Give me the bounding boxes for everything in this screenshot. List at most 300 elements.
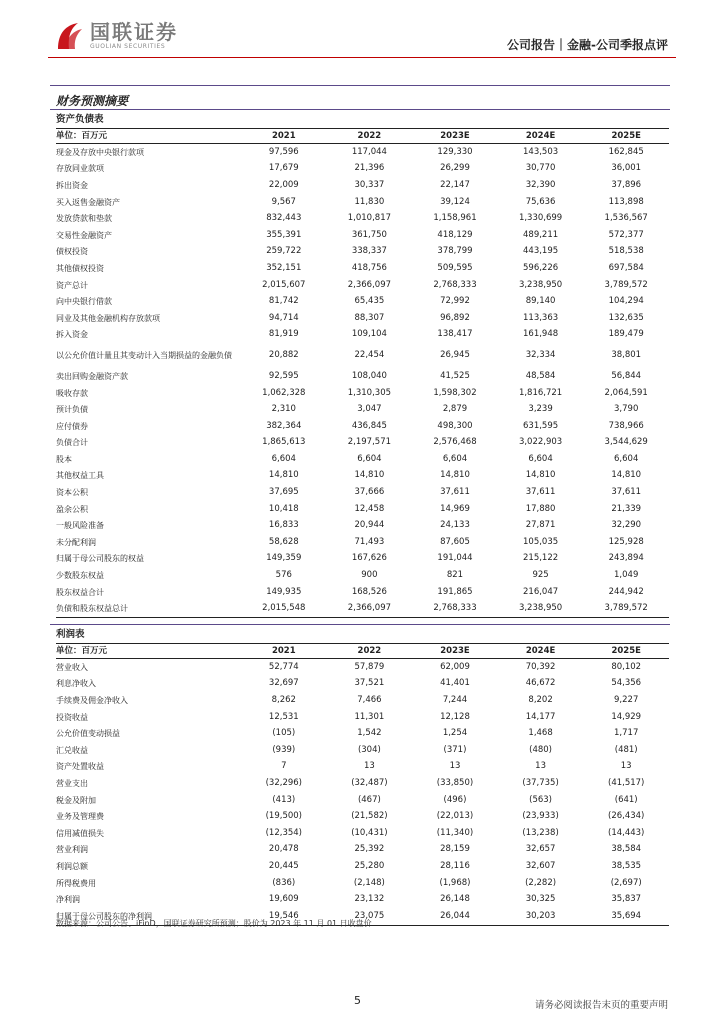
row-value: 38,801 [611,350,642,361]
row-value: 925 [532,570,549,581]
row-label: 资本公积 [56,488,88,498]
row-label: 拆入资金 [56,330,88,340]
row-value: 1,158,961 [433,213,477,224]
row-value: 11,301 [354,711,385,722]
balance-sheet-table [56,112,669,618]
row-value: 132,635 [608,312,644,323]
row-value: 87,605 [440,536,470,547]
table-row [56,808,669,825]
row-value: 1,062,328 [262,387,306,398]
row-label: 股本 [56,454,72,464]
row-value: 27,871 [525,520,556,531]
row-value: (1,968) [439,877,471,888]
table-row [56,418,669,435]
row-value: 572,377 [608,229,644,240]
row-label: 债权投资 [56,247,88,257]
data-source-note: 数据来源：公司公告、iFinD，国联证券研究所预测；股价为 2023 年 11 月 01 日收盘价 [56,919,372,928]
row-label: 资产处置收益 [56,762,104,772]
row-value: 26,148 [440,894,470,905]
section-title: 财务预测摘要 [56,94,129,108]
row-value: 2,576,468 [433,437,477,448]
table-row [56,144,669,161]
row-value: 109,104 [351,329,387,340]
row-value: 3,238,950 [498,600,584,617]
table-row [56,501,669,518]
row-label: 预计负债 [56,405,88,415]
row-label: 归属于母公司股东的净利润 [56,908,241,925]
row-value: 22,454 [354,350,385,361]
row-value: 697,584 [608,262,644,273]
row-value: 37,611 [440,487,470,498]
row-value: 58,628 [268,536,299,547]
row-value: 1,330,699 [518,213,563,224]
row-value: (32,487) [351,777,388,788]
row-value: 113,363 [523,312,559,323]
row-label: 公允价值变动损益 [56,729,120,739]
row-value: 62,009 [440,661,470,672]
balance-sheet-title: 资产负债表 [56,112,669,129]
row-value: (21,582) [351,811,388,822]
row-value: 1,865,613 [262,437,306,448]
row-value: 13 [620,761,632,772]
row-label: 营业支出 [56,778,88,788]
section-top-rule [50,85,670,86]
row-value: 3,238,950 [518,279,563,290]
row-value: 1,536,567 [604,213,648,224]
row-value: 443,195 [523,246,559,257]
row-value: 11,830 [354,196,385,207]
row-value: 2,768,333 [412,600,498,617]
row-value: 2,197,571 [347,437,392,448]
row-value: 215,122 [523,553,559,564]
row-value: (14,443) [608,827,645,838]
row-value: 1,254 [442,728,468,739]
table-row [56,825,669,842]
row-label: 发放贷款和垫款 [56,214,112,224]
row-label: 拆出资金 [56,180,88,190]
row-value: 498,300 [437,420,473,431]
table-row [56,468,669,485]
income-top-rule [50,624,670,625]
row-value: 32,657 [525,844,556,855]
row-label: 吸收存款 [56,388,88,398]
report-type: 公司报告｜金融-公司季报点评 [507,38,668,52]
row-value: (2,697) [610,877,642,888]
row-value: 8,262 [271,694,296,705]
row-value: 35,694 [583,908,669,925]
table-row [56,551,669,568]
row-value: 489,211 [523,229,559,240]
row-value: 20,445 [268,860,299,871]
row-value: 900 [361,570,378,581]
row-value: 14,810 [354,470,385,481]
row-value: 89,140 [525,296,556,307]
table-row [56,161,669,178]
row-value: 3,239 [528,404,553,415]
row-value: 35,837 [611,894,642,905]
table-row [56,435,669,452]
row-value: 24,133 [440,520,470,531]
row-value: 37,611 [525,487,556,498]
row-value: 26,044 [412,908,498,925]
row-value: 355,391 [266,229,302,240]
row-label: 股东权益合计 [56,587,104,597]
row-value: 70,392 [525,661,556,672]
row-value: 361,750 [351,229,387,240]
row-value: 113,898 [608,196,644,207]
row-value: 38,535 [611,860,642,871]
row-value: 32,334 [525,350,556,361]
row-value: 81,919 [268,329,299,340]
row-value: 191,865 [437,586,473,597]
table-row [56,343,669,368]
row-value: 243,894 [608,553,644,564]
row-value: 17,679 [268,163,299,174]
row-value: 14,177 [525,711,556,722]
page-number: 5 [354,994,361,1007]
table-row [56,567,669,584]
table-row [56,310,669,327]
row-value: 138,417 [437,329,473,340]
row-value: 105,035 [523,536,559,547]
row-value: 28,116 [440,860,470,871]
row-value: 14,929 [611,711,642,722]
row-value: 13 [363,761,375,772]
row-value: 125,928 [608,536,644,547]
row-value: 2,768,333 [433,279,477,290]
row-value: 36,001 [611,163,642,174]
row-value: 1,542 [357,728,382,739]
table-row [56,368,669,385]
row-label: 少数股东权益 [56,571,104,581]
row-value: 46,672 [525,678,556,689]
row-value: 129,330 [437,146,473,157]
row-label: 业务及管理费 [56,812,104,822]
row-value: 20,478 [268,844,299,855]
year-header: 2024E [498,129,584,144]
row-value: (304) [357,744,381,755]
table-row [56,534,669,551]
row-value: 3,789,572 [583,600,669,617]
row-label: 应付债券 [56,421,88,431]
row-label: 投资收益 [56,712,88,722]
row-value: (105) [272,728,296,739]
row-value: 436,845 [351,420,387,431]
row-value: 32,290 [611,520,642,531]
row-value: (37,735) [522,777,559,788]
row-value: 54,356 [611,678,642,689]
logo-icon [52,19,86,53]
row-value: 14,810 [440,470,470,481]
company-logo [52,18,178,54]
row-value: 12,531 [268,711,299,722]
table-row [56,293,669,310]
row-value: 6,604 [528,453,553,464]
row-label: 交易性金融资产 [56,230,112,240]
income-statement-body [56,659,669,926]
row-value: 216,047 [523,586,559,597]
unit-header: 单位：百万元 [56,129,241,144]
income-statement-title: 利润表 [56,627,669,644]
row-value: 71,493 [354,536,385,547]
row-value: 17,880 [525,503,556,514]
row-label: 存放同业款项 [56,164,104,174]
row-value: (22,013) [436,811,474,822]
row-value: 1,598,302 [433,387,477,398]
row-value: 149,359 [266,553,302,564]
row-value: 37,896 [611,179,642,190]
row-label: 同业及其他金融机构存放款项 [56,313,160,323]
row-label: 以公允价值计量且其变动计入当期损益的金融负债 [56,351,232,361]
table-row [56,385,669,402]
row-value: 3,047 [357,404,382,415]
row-value: 12,458 [354,503,385,514]
row-value: 7,466 [357,694,382,705]
table-row [56,451,669,468]
table-row [56,584,669,601]
row-value: 518,538 [608,246,644,257]
row-label: 买入返售金融资产 [56,197,120,207]
row-value: 48,584 [525,370,556,381]
row-value: 75,636 [525,196,556,207]
row-value: 149,935 [266,586,302,597]
table-row [56,875,669,892]
table-row [56,759,669,776]
year-header: 2023E [412,129,498,144]
row-value: 30,203 [498,908,584,925]
row-value: 191,044 [437,553,473,564]
row-value: 41,525 [440,370,470,381]
row-value: 352,151 [266,262,302,273]
row-value: 12,128 [440,711,470,722]
row-value: 418,756 [351,262,387,273]
row-value: 21,339 [611,503,642,514]
row-value: 21,396 [354,163,385,174]
row-value: (19,500) [265,811,302,822]
row-value: 22,009 [268,179,299,190]
year-header: 2022 [327,129,413,144]
row-value: 81,742 [268,296,299,307]
row-value: 6,604 [614,453,639,464]
balance-sheet-body [56,144,669,618]
row-label: 营业收入 [56,662,88,672]
year-header: 2022 [327,644,413,659]
row-value: (12,354) [265,827,302,838]
row-value: 168,526 [351,586,387,597]
table-row [56,277,669,294]
row-value: 2,015,607 [262,279,306,290]
row-value: 57,879 [354,661,385,672]
row-value: 1,816,721 [518,387,563,398]
row-value: (371) [443,744,467,755]
row-value: 2,310 [271,404,296,415]
section-bottom-rule [50,109,670,110]
disclaimer: 请务必阅读报告末页的重要声明 [534,1000,668,1011]
table-row [56,692,669,709]
balance-sheet-header [56,129,669,144]
row-value: 244,942 [608,586,644,597]
logo-name-en: GUOLIAN SECURITIES [90,43,166,50]
row-value: 14,810 [525,470,556,481]
row-label: 盈余公积 [56,504,88,514]
row-value: 832,443 [266,213,302,224]
row-value: 56,844 [611,370,642,381]
row-value: (939) [272,744,296,755]
row-label: 利息净收入 [56,679,96,689]
row-value: 13 [449,761,461,772]
row-value: 3,022,903 [518,437,563,448]
row-value: 1,468 [528,728,553,739]
income-statement-header [56,644,669,659]
row-value: 3,790 [614,404,639,415]
table-row [56,260,669,277]
row-value: 38,584 [611,844,642,855]
row-value: (641) [614,794,638,805]
row-value: 2,879 [442,404,468,415]
table-row [56,891,669,908]
row-value: 23,075 [327,908,413,925]
table-row [56,676,669,693]
row-value: 26,945 [440,350,470,361]
table-row [56,858,669,875]
row-label: 利润总额 [56,861,88,871]
unit-header: 单位：百万元 [56,644,241,659]
row-value: 92,595 [268,370,299,381]
row-value: (11,340) [436,827,474,838]
row-value: 20,944 [354,520,385,531]
table-row [56,484,669,501]
row-value: 143,503 [523,146,559,157]
row-value: 14,810 [268,470,299,481]
row-value: 65,435 [354,296,385,307]
row-value: 19,546 [241,908,327,925]
row-value: 2,366,097 [347,279,392,290]
row-value: 13 [535,761,546,772]
year-header: 2024E [498,644,584,659]
year-header: 2025E [583,129,669,144]
row-label: 其他权益工具 [56,471,104,481]
row-value: 32,697 [268,678,299,689]
row-value: 14,969 [440,503,470,514]
row-value: 25,280 [354,860,385,871]
row-value: 338,337 [351,246,387,257]
row-value: 631,595 [523,420,559,431]
table-row [56,517,669,534]
row-label: 向中央银行借款 [56,297,112,307]
row-value: 108,040 [351,370,387,381]
row-value: 738,966 [608,420,644,431]
row-value: 37,611 [611,487,642,498]
row-value: (467) [357,794,381,805]
row-label: 手续费及佣金净收入 [56,695,128,705]
row-value: (26,434) [608,811,645,822]
row-value: 30,770 [525,163,556,174]
row-label: 税金及附加 [56,795,96,805]
row-label: 卖出回购金融资产款 [56,371,128,381]
row-value: 80,102 [611,661,642,672]
row-value: (33,850) [436,777,474,788]
row-value: 6,604 [357,453,382,464]
row-value: 7 [281,761,287,772]
row-value: 104,294 [608,296,644,307]
row-value: 10,418 [268,503,299,514]
row-value: 596,226 [523,262,559,273]
row-value: 88,307 [354,312,385,323]
row-value: 167,626 [351,553,387,564]
row-value: (13,238) [522,827,559,838]
row-value: 117,044 [351,146,387,157]
row-value: (2,282) [525,877,557,888]
row-value: 20,882 [268,350,299,361]
row-value: 2,064,591 [604,387,648,398]
row-value: (413) [272,794,296,805]
row-label: 信用减值损失 [56,828,104,838]
row-value: 382,364 [266,420,302,431]
row-value: (41,517) [608,777,645,788]
row-value: 1,310,305 [347,387,392,398]
row-value: (480) [529,744,552,755]
row-value: 32,607 [525,860,556,871]
row-value: 1,010,817 [347,213,392,224]
row-value: 37,695 [268,487,299,498]
row-label: 所得税费用 [56,878,96,888]
row-value: 3,544,629 [604,437,648,448]
table-row [56,775,669,792]
row-label: 营业利润 [56,845,88,855]
row-value: 162,845 [608,146,644,157]
row-value: 30,337 [354,179,385,190]
row-value: 37,666 [354,487,385,498]
row-value: 3,789,572 [604,279,648,290]
table-row [56,177,669,194]
row-value: 509,595 [437,262,473,273]
table-row [56,227,669,244]
table-row [56,792,669,809]
row-value: (563) [529,794,552,805]
row-label: 现金及存放中央银行款项 [56,147,144,157]
row-value: 32,390 [525,179,556,190]
row-value: 8,202 [528,694,553,705]
row-label: 负债和股东权益总计 [56,600,241,617]
row-label: 其他债权投资 [56,263,104,273]
table-row [56,725,669,742]
row-value: 9,567 [271,196,296,207]
row-label: 汇兑收益 [56,745,88,755]
row-value: 41,401 [440,678,470,689]
row-value: 22,147 [440,179,470,190]
row-value: (836) [272,877,296,888]
row-value: 30,325 [525,894,556,905]
row-value: 821 [446,570,464,581]
row-value: 94,714 [268,312,299,323]
row-value: 25,392 [354,844,385,855]
row-value: 259,722 [266,246,302,257]
table-row [56,842,669,859]
row-label: 归属于母公司股东的权益 [56,554,144,564]
row-value: 97,596 [268,146,299,157]
row-label: 未分配利润 [56,537,96,547]
row-value: 72,992 [440,296,470,307]
row-value: 1,049 [614,570,639,581]
row-label: 负债合计 [56,438,88,448]
row-value: 161,948 [523,329,559,340]
table-row [56,194,669,211]
year-header: 2025E [583,644,669,659]
row-value: 7,244 [442,694,468,705]
row-label: 净利润 [56,895,80,905]
row-value: 2,015,548 [241,600,327,617]
row-label: 资产总计 [56,280,88,290]
